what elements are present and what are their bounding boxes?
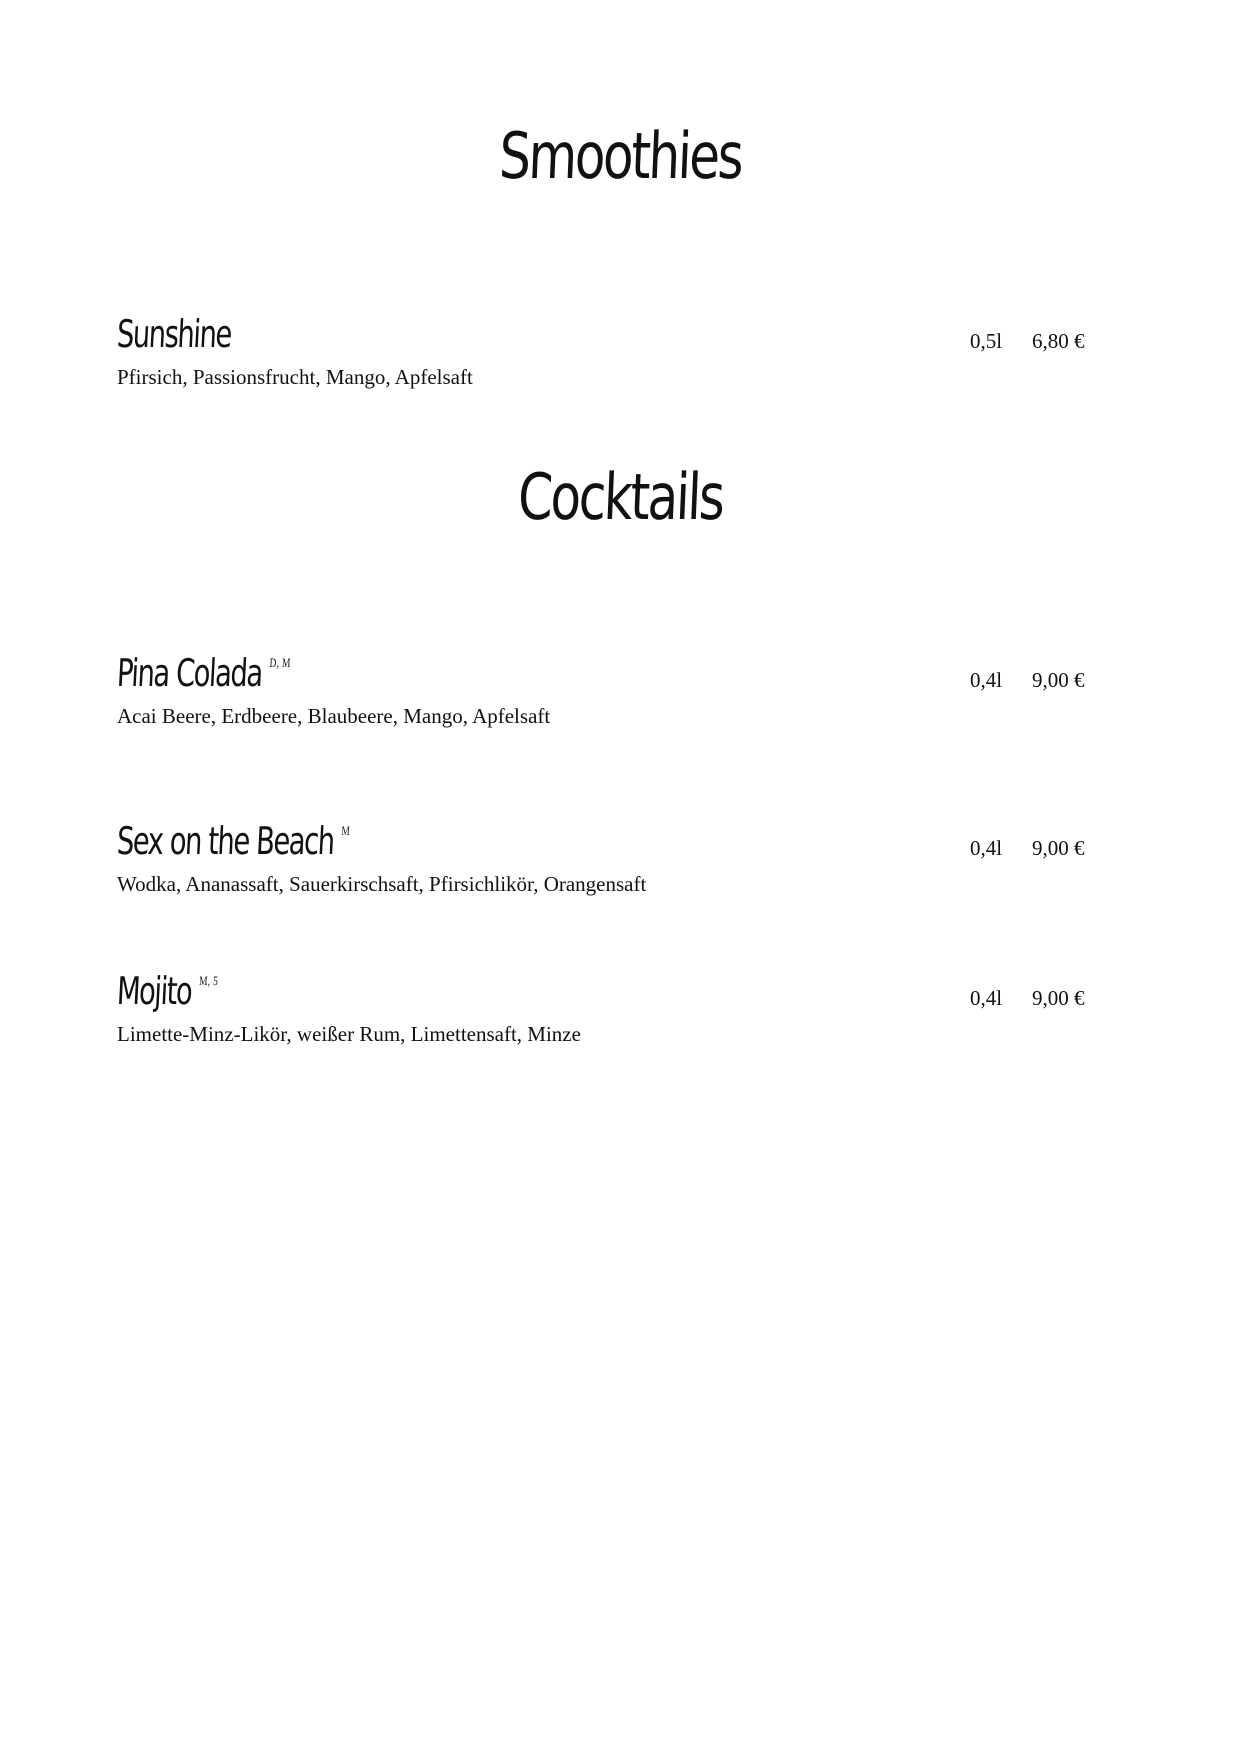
section-title-cocktails: Cocktails: [516, 461, 725, 535]
menu-item-allergens: D, M: [269, 655, 292, 670]
menu-item-mojito: [115, 969, 1117, 1047]
menu-item-description: Wodka, Ananassaft, Sauerkirschsaft, Pfirsichlikör, Orangensaft: [117, 872, 647, 896]
menu-item-description: Limette-Minz-Likör, weißer Rum, Limettensaft, Minze: [117, 1022, 581, 1046]
menu-item-name: Sex on the Beach $^M$: [115, 819, 351, 863]
menu-item-allergens: M: [341, 823, 351, 838]
menu-item-header: [115, 819, 1117, 872]
menu-item-sunshine: [115, 312, 1117, 390]
menu-item-allergens: M, 5: [198, 973, 219, 988]
menu-item-name: Sunshine: [115, 312, 233, 356]
menu-item-price: 9,00 €: [1032, 668, 1085, 692]
menu-item-volume: 0,5l: [970, 329, 1003, 353]
menu-item-pina-colada: [115, 651, 1117, 729]
menu-item-volume: 0,4l: [970, 668, 1003, 692]
menu-item-volume: 0,4l: [970, 836, 1003, 860]
menu-item-price: 9,00 €: [1032, 986, 1085, 1010]
menu-item-price: 6,80 €: [1032, 329, 1085, 353]
menu-item-name: Mojito $^{M, 5}$: [115, 969, 219, 1013]
menu-item-header: [115, 312, 1117, 365]
menu-item-name: Pina Colada $^{D, M}$: [115, 651, 292, 695]
menu-item-header: [115, 651, 1117, 704]
menu-item-volume: 0,4l: [970, 986, 1003, 1010]
menu-item-description: Pfirsich, Passionsfrucht, Mango, Apfelsaft: [117, 365, 473, 389]
menu-item-description: Acai Beere, Erdbeere, Blaubeere, Mango, Apfelsaft: [117, 704, 551, 728]
section-title-smoothies: Smoothies: [497, 120, 743, 194]
menu-item-header: [115, 969, 1117, 1022]
menu-item-price: 9,00 €: [1032, 836, 1085, 860]
menu-item-sex-on-the-beach: [115, 819, 1117, 897]
